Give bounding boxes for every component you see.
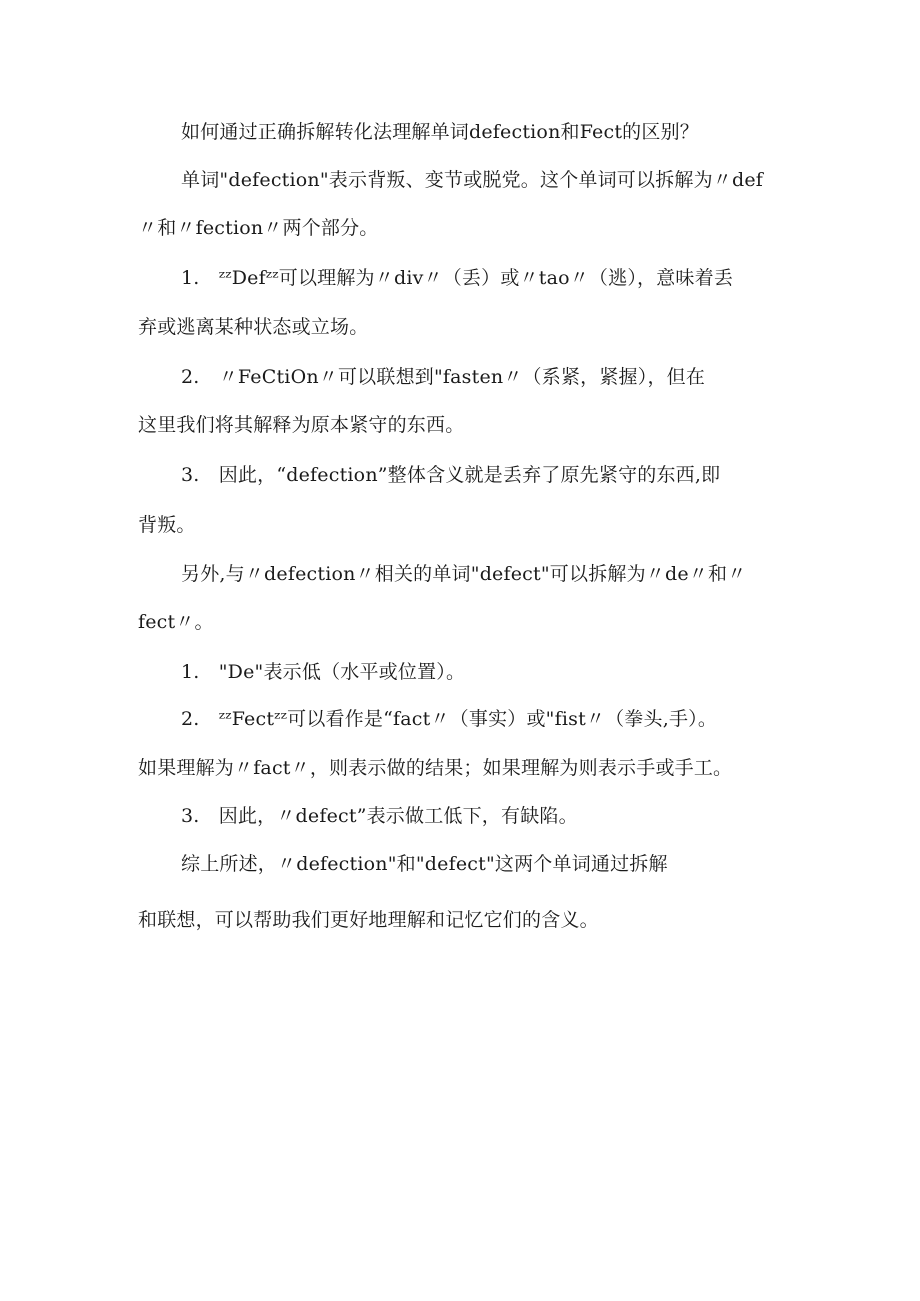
list-item-line: 背叛。 — [138, 514, 196, 536]
list-item-line: 1. ᶻᶻDefᶻᶻ可以理解为〃div〃（丢）或〃tao〃（逃），意味着丢 — [181, 267, 734, 289]
list-item-line: 弃或逃离某种状态或立场。 — [138, 316, 369, 338]
list-item-line: 2. 〃FeCtiOn〃可以联想到"fasten〃（系紧，紧握），但在 — [181, 366, 706, 388]
list-item-line: 3. 因此，〃defect”表示做工低下，有缺陷。 — [181, 805, 578, 827]
paragraph-line: fect〃。 — [138, 611, 214, 633]
list-item-line: 3. 因此，“defection”整体含义就是丢弃了原先紧守的东西,即 — [181, 464, 721, 486]
document-title: 如何通过正确拆解转化法理解单词defection和Fect的区别？ — [181, 121, 699, 143]
list-item-line: 这里我们将其解释为原本紧守的东西。 — [138, 414, 465, 436]
paragraph-line: 和联想，可以帮助我们更好地理解和记忆它们的含义。 — [138, 909, 599, 931]
list-item-line: 2. ᶻᶻFectᶻᶻ可以看作是“fact〃（事实）或"fist〃（拳头,手）。 — [181, 708, 718, 730]
paragraph-line: 〃和〃fection〃两个部分。 — [138, 217, 379, 239]
paragraph-line: 单词"defection"表示背叛、变节或脱党。这个单词可以拆解为〃def — [181, 169, 764, 191]
list-item-line: 如果理解为〃fact〃，则表示做的结果；如果理解为则表示手或手工。 — [138, 757, 733, 779]
paragraph-line: 另外,与〃defection〃相关的单词"defect"可以拆解为〃de〃和〃 — [181, 563, 747, 585]
list-item-line: 1. "De"表示低（水平或位置）。 — [181, 661, 466, 683]
paragraph-line: 综上所述，〃defection"和"defect"这两个单词通过拆解 — [181, 853, 668, 875]
